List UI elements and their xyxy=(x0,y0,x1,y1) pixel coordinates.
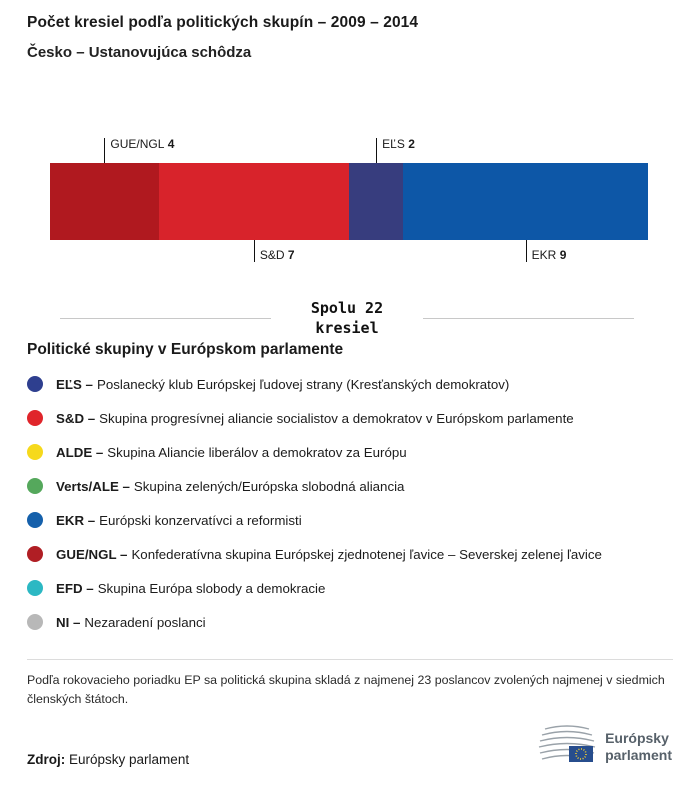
legend-label: GUE/NGL – Konfederatívna skupina Európskej zjednotenej ľavice – Severskej zelenej ľavice xyxy=(56,546,602,562)
callout-GUE/NGL xyxy=(104,138,174,163)
legend-dot xyxy=(27,444,43,460)
legend-label: S&D – Skupina progresívnej aliancie socialistov a demokratov v Európskom parlamente xyxy=(56,410,574,426)
legend-label: ALDE – Skupina Aliancie liberálov a demokratov za Európu xyxy=(56,444,407,460)
callout-EĽS xyxy=(376,138,415,163)
legend-label: EĽS – Poslanecký klub Európskej ľudovej strany (Kresťanských demokratov) xyxy=(56,376,510,392)
legend-dot xyxy=(27,478,43,494)
callout-group-name: S&D xyxy=(259,247,288,262)
summary-rule-left xyxy=(60,318,271,319)
legend-item-eľs xyxy=(27,367,673,401)
stacked-bar xyxy=(50,163,648,240)
source-line xyxy=(27,752,189,767)
ep-logo-text xyxy=(605,730,672,763)
source-value: Európsky parlament xyxy=(69,752,190,767)
page-title: Počet kresiel podľa politických skupín – 2009 – 2014 xyxy=(27,14,419,31)
legend-list xyxy=(27,367,673,639)
legend-dot xyxy=(27,512,43,528)
total-label-line1: Spolu 22 xyxy=(310,299,384,317)
legend-item-efd xyxy=(27,571,673,605)
callout-seat-count: 4 xyxy=(167,137,175,151)
legend-item-alde xyxy=(27,435,673,469)
footnote-text: Podľa rokovacieho poriadku EP sa politická skupina skladá z najmenej 23 poslancov zvolených najmenej v siedmich členských štátoch. xyxy=(27,673,665,707)
seat-chart xyxy=(50,138,648,262)
legend-dot xyxy=(27,580,43,596)
legend-dot xyxy=(27,614,43,630)
callout-seat-count: 9 xyxy=(559,247,567,262)
legend-dot xyxy=(27,410,43,426)
callout-seat-count: 2 xyxy=(408,137,415,151)
legend-label: Verts/ALE – Skupina zelených/Európska slobodná aliancia xyxy=(56,478,405,494)
ep-logo-line2: parlament xyxy=(605,746,672,763)
bar-segment-S&D[interactable] xyxy=(159,163,349,240)
footer-divider xyxy=(27,659,673,660)
callout-S&D xyxy=(254,240,295,262)
total-label-line2: kresiel xyxy=(315,319,379,338)
legend-label: NI – Nezaradení poslanci xyxy=(56,614,206,630)
total-label xyxy=(291,298,403,339)
page-subtitle: Česko – Ustanovujúca schôdza xyxy=(27,44,252,61)
bar-segment-GUE/NGL[interactable] xyxy=(50,163,159,240)
legend-item-sd xyxy=(27,401,673,435)
legend-label: EFD – Skupina Európa slobody a demokracie xyxy=(56,580,326,596)
legend-label: EKR – Európski konzervatívci a reformisti xyxy=(56,512,302,528)
legend-item-ekr xyxy=(27,503,673,537)
callout-seat-count: 7 xyxy=(287,247,295,262)
legend-dot xyxy=(27,546,43,562)
callout-group-name: EĽS xyxy=(382,137,409,151)
summary-rule-right xyxy=(423,318,634,319)
bar-segment-EĽS[interactable] xyxy=(349,163,403,240)
legend-item-guengl xyxy=(27,537,673,571)
callout-group-name: EKR xyxy=(531,247,560,262)
ep-logo xyxy=(538,722,672,771)
callout-group-name: GUE/NGL xyxy=(110,137,168,151)
legend-dot xyxy=(27,376,43,392)
ep-hemicycle-flag-icon xyxy=(538,722,596,771)
legend-item-ni xyxy=(27,605,673,639)
ep-logo-line1: Európsky xyxy=(605,729,669,746)
legend-item-vertsale xyxy=(27,469,673,503)
bar-segment-EKR[interactable] xyxy=(403,163,648,240)
source-label: Zdroj: xyxy=(27,752,66,767)
callout-EKR xyxy=(526,240,567,262)
legend-heading: Politické skupiny v Európskom parlamente xyxy=(27,341,344,358)
total-summary xyxy=(60,298,634,339)
